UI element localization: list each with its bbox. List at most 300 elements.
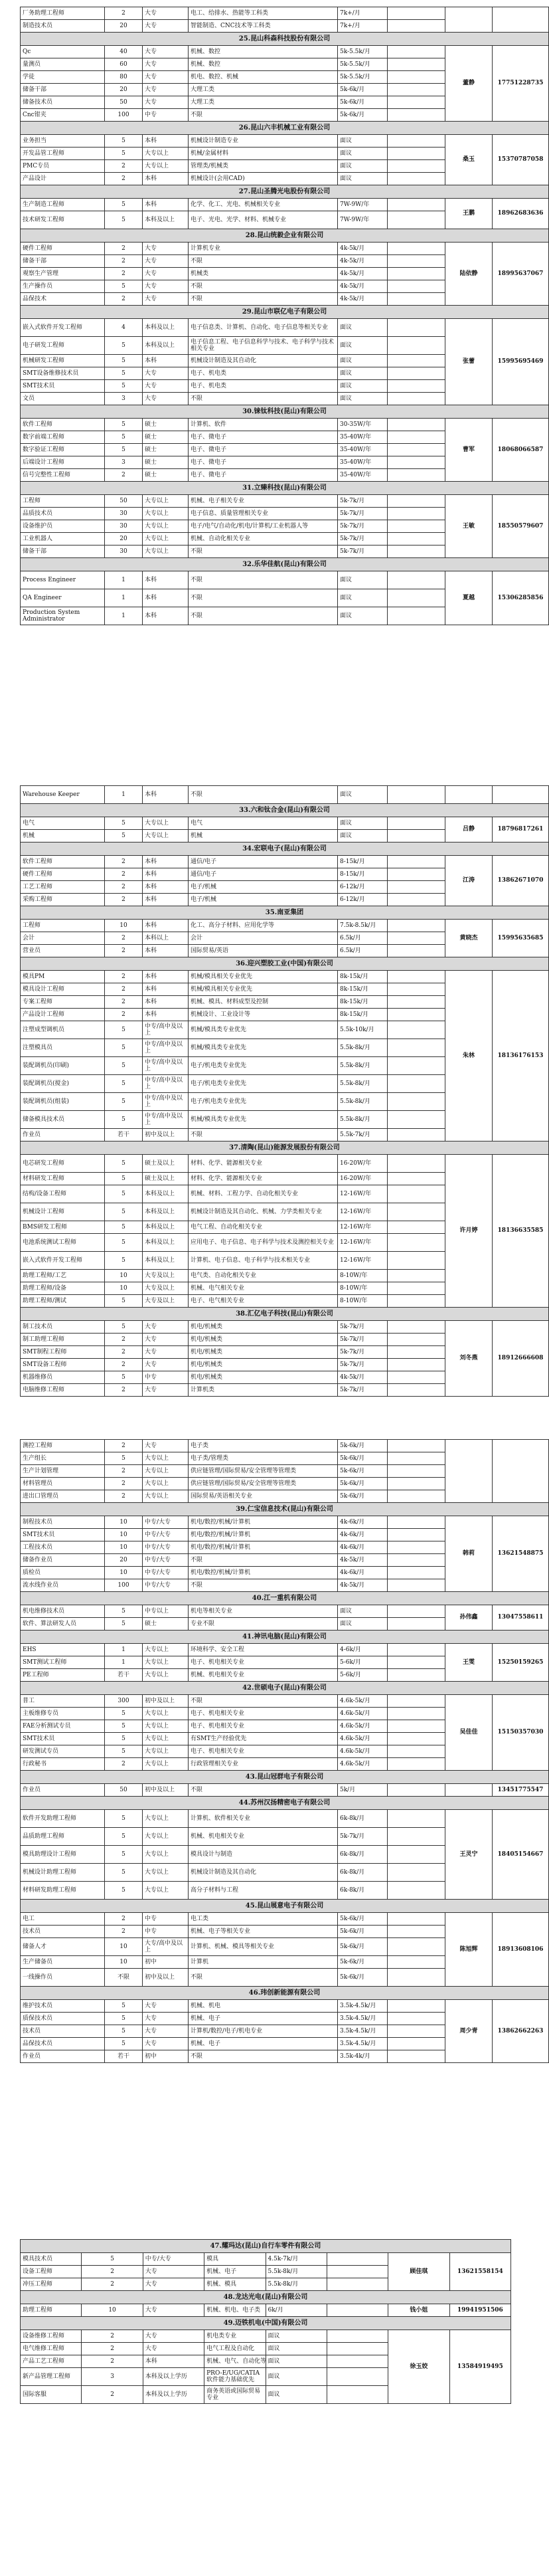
position-cell: 作业员 — [21, 2050, 105, 2063]
salary-cell: 面议 — [338, 607, 388, 625]
headcount-cell: 2 — [105, 255, 143, 268]
salary-note-cell — [388, 1465, 445, 1478]
contact-cell — [445, 786, 493, 804]
headcount-cell: 5 — [82, 2253, 143, 2266]
major-cell: 机电类专业 — [204, 2330, 266, 2343]
education-cell: 大专以上 — [143, 1864, 189, 1882]
salary-note-cell — [388, 135, 445, 148]
major-cell: 机电/数控/机械/计算机 — [189, 1529, 338, 1541]
position-cell: BMS研发工程师 — [21, 1221, 105, 1234]
major-cell: 不限 — [189, 589, 338, 607]
major-cell: 不限 — [189, 255, 338, 268]
major-cell: 电子、电气相关专业 — [189, 1295, 338, 1308]
salary-note-cell — [388, 495, 445, 508]
salary-cell: 5k-7k/月 — [338, 508, 388, 520]
headcount-cell: 2 — [105, 160, 143, 173]
job-row — [21, 2253, 511, 2266]
position-cell: 厂务助理工程师 — [21, 7, 105, 20]
sheet-page-1 — [20, 7, 544, 625]
headcount-cell: 5 — [105, 1173, 143, 1185]
headcount-cell: 5 — [105, 1185, 143, 1203]
job-row — [21, 920, 549, 932]
salary-note-cell — [388, 160, 445, 173]
headcount-cell: 5 — [105, 148, 143, 160]
education-cell: 本科 — [143, 971, 189, 983]
major-cell: 电子、微电子 — [189, 444, 338, 456]
headcount-cell: 不限 — [105, 1969, 143, 1987]
headcount-cell: 20 — [105, 84, 143, 96]
major-cell: 电气类、自动化相关专业 — [189, 1270, 338, 1282]
headcount-cell: 5 — [105, 1039, 143, 1057]
salary-note-cell — [388, 1567, 445, 1579]
headcount-cell: 50 — [105, 1784, 143, 1797]
headcount-cell: 5 — [105, 2025, 143, 2038]
education-cell: 硕士 — [143, 469, 189, 482]
salary-cell: 面议 — [338, 337, 388, 355]
headcount-cell: 1 — [105, 1656, 143, 1669]
position-cell: 机电维修技术员 — [21, 1605, 105, 1618]
salary-cell: 8k-15k/月 — [338, 996, 388, 1009]
company-name: 39.仁宝信息技术(昆山)有限公司 — [21, 1503, 549, 1516]
phone-cell: 15250159265 — [493, 1644, 549, 1682]
position-cell: 软件、算法研发人员 — [21, 1618, 105, 1631]
company-header — [21, 2240, 511, 2253]
headcount-cell: 10 — [105, 1567, 143, 1579]
headcount-cell: 10 — [105, 1541, 143, 1554]
salary-note-cell — [388, 920, 445, 932]
salary-cell: 4.6k-5k/月 — [338, 1708, 388, 1720]
education-cell: 大专 — [143, 84, 189, 96]
education-cell: 大专以上 — [143, 1828, 189, 1846]
salary-note-cell — [388, 1129, 445, 1141]
major-cell: 电工类 — [189, 1913, 338, 1926]
education-cell: 中专 — [143, 109, 189, 122]
education-cell: 大专 — [143, 58, 189, 71]
education-cell: 本科 — [143, 589, 189, 607]
position-cell: 电芯研发工程师 — [21, 1155, 105, 1173]
salary-note-cell — [388, 1656, 445, 1669]
salary-cell: 8k-15k/月 — [338, 983, 388, 996]
position-cell: SMT技术员 — [21, 1733, 105, 1745]
headcount-cell: 5 — [105, 1057, 143, 1075]
education-cell: 本科 — [143, 894, 189, 906]
education-cell: 本科 — [143, 607, 189, 625]
education-cell: 大专 — [143, 293, 189, 306]
education-cell: 大专及以上 — [143, 1270, 189, 1282]
phone-cell: 13047558611 — [493, 1605, 549, 1631]
salary-cell: 4k-5k/月 — [338, 243, 388, 255]
salary-cell: 5-6k/月 — [338, 1656, 388, 1669]
major-cell: 电子类/管理类 — [189, 1452, 338, 1465]
headcount-cell: 1 — [105, 1644, 143, 1656]
salary-note-cell — [388, 1490, 445, 1503]
headcount-cell: 20 — [105, 533, 143, 545]
company-name: 29.昆山市联亿电子有限公司 — [21, 306, 549, 319]
salary-note-cell — [388, 1882, 445, 1900]
headcount-cell: 10 — [82, 2304, 143, 2317]
salary-note-cell — [388, 1810, 445, 1828]
salary-cell: 4k-6k/月 — [338, 1541, 388, 1554]
headcount-cell: 2 — [105, 1359, 143, 1371]
education-cell: 大专以上 — [143, 1452, 189, 1465]
major-cell: 电子信息、质量管理相关专业 — [189, 508, 338, 520]
position-cell: SMT设备维修技术员 — [21, 367, 105, 380]
salary-note-cell — [388, 268, 445, 280]
salary-cell: 12-16W/年 — [338, 1203, 388, 1221]
headcount-cell: 1 — [105, 786, 143, 804]
headcount-cell: 10 — [105, 1956, 143, 1969]
salary-cell: 16-20W/年 — [338, 1173, 388, 1185]
job-row — [21, 243, 549, 255]
major-cell: 机电/数控/机械/计算机 — [189, 1567, 338, 1579]
salary-cell: 7k+/月 — [338, 7, 388, 20]
education-cell: 大专 — [143, 2304, 204, 2317]
headcount-cell: 5 — [105, 2013, 143, 2025]
position-cell: 生产储备员 — [21, 1956, 105, 1969]
major-cell: 机电/机械类 — [189, 1371, 338, 1384]
salary-note-cell — [327, 2253, 388, 2266]
education-cell: 大专以上 — [143, 1465, 189, 1478]
contact-cell — [445, 1440, 493, 1503]
salary-note-cell — [388, 2025, 445, 2038]
headcount-cell: 5 — [105, 1155, 143, 1173]
phone-cell: 18136635585 — [493, 1155, 549, 1308]
position-cell: 冲压工程师 — [21, 2278, 82, 2291]
position-cell: Process Engineer — [21, 571, 105, 589]
major-cell: 大理工类 — [189, 96, 338, 109]
headcount-cell: 5 — [105, 1846, 143, 1864]
major-cell: 机械、机电相关专业 — [189, 1828, 338, 1846]
contact-cell: 黄晓杰 — [445, 920, 493, 957]
position-cell: 生产操作员 — [21, 280, 105, 293]
position-cell: 质保技术员 — [21, 2013, 105, 2025]
contact-cell: 董静 — [445, 46, 493, 122]
education-cell: 中专/大专 — [143, 2253, 204, 2266]
company-header — [21, 1987, 549, 2000]
education-cell: 大专 — [143, 1321, 189, 1334]
education-cell: 大专以上 — [143, 533, 189, 545]
salary-note-cell — [388, 1733, 445, 1745]
salary-note-cell — [388, 1155, 445, 1173]
company-header — [21, 1900, 549, 1913]
contact-cell: 王雯 — [445, 1644, 493, 1682]
salary-cell: 面议 — [338, 589, 388, 607]
position-cell: 软件工程师 — [21, 419, 105, 431]
phone-cell: 13584919495 — [449, 2330, 510, 2404]
position-cell: 产品工艺工程师 — [21, 2355, 82, 2368]
salary-note-cell — [388, 255, 445, 268]
job-table — [20, 7, 549, 625]
position-cell: 储备模具技术员 — [21, 1111, 105, 1129]
salary-note-cell — [388, 881, 445, 894]
education-cell: 中专/大专 — [143, 1516, 189, 1529]
phone-cell — [493, 7, 549, 33]
salary-note-cell — [388, 1075, 445, 1093]
position-cell: 设备工程师 — [21, 2266, 82, 2278]
position-cell: 产品设计 — [21, 173, 105, 185]
major-cell: 机械、电子相关专业 — [189, 495, 338, 508]
salary-cell: 面议 — [338, 571, 388, 589]
headcount-cell: 20 — [105, 20, 143, 33]
major-cell: 化工、高分子材料、应用化学等 — [189, 920, 338, 932]
salary-cell: 3.5k-4.5k/月 — [338, 2038, 388, 2050]
salary-cell: 面议 — [266, 2368, 327, 2386]
salary-cell: 5k-6k/月 — [338, 1956, 388, 1969]
salary-note-cell — [388, 84, 445, 96]
salary-cell: 6.5k/月 — [338, 945, 388, 957]
salary-cell: 面议 — [338, 367, 388, 380]
headcount-cell: 5 — [105, 817, 143, 830]
education-cell: 大专以上 — [143, 160, 189, 173]
education-cell: 本科 — [143, 983, 189, 996]
major-cell: 大理工类 — [189, 84, 338, 96]
salary-note-cell — [388, 431, 445, 444]
job-row — [21, 856, 549, 868]
salary-cell: 6-12k/月 — [338, 881, 388, 894]
headcount-cell: 若干 — [105, 1669, 143, 1682]
headcount-cell: 50 — [105, 96, 143, 109]
major-cell: 模具 — [204, 2253, 266, 2266]
education-cell: 大专 — [143, 2038, 189, 2050]
major-cell: 计算机 — [189, 1956, 338, 1969]
salary-cell: 3.5k-4k/月 — [338, 2050, 388, 2063]
position-cell: 生产计划管理 — [21, 1465, 105, 1478]
headcount-cell: 5 — [105, 444, 143, 456]
phone-cell: 18550579607 — [493, 495, 549, 558]
salary-note-cell — [327, 2304, 388, 2317]
headcount-cell: 2 — [82, 2355, 143, 2368]
headcount-cell: 2 — [105, 268, 143, 280]
salary-note-cell — [327, 2386, 388, 2404]
salary-note-cell — [388, 337, 445, 355]
major-cell: 机械、自动化相关专业 — [189, 533, 338, 545]
headcount-cell: 5 — [105, 1021, 143, 1039]
salary-note-cell — [388, 1173, 445, 1185]
salary-cell: 4k-6k/月 — [338, 1529, 388, 1541]
education-cell: 大专以上 — [143, 817, 189, 830]
education-cell: 大专 — [143, 393, 189, 405]
education-cell: 大专及以上 — [143, 1295, 189, 1308]
salary-cell: 12-16W/年 — [338, 1234, 388, 1252]
contact-cell: 朱林 — [445, 971, 493, 1141]
education-cell: 硕士 — [143, 419, 189, 431]
headcount-cell: 10 — [105, 1938, 143, 1956]
major-cell: 机械、材料、工程力学、自动化相关专业 — [189, 1185, 338, 1203]
education-cell: 本科 — [143, 856, 189, 868]
education-cell: 大专 — [143, 268, 189, 280]
company-name: 49.迈铁机电(中国)有限公司 — [21, 2317, 511, 2330]
phone-cell: 19941951506 — [449, 2304, 510, 2317]
phone-cell: 18912666608 — [493, 1321, 549, 1397]
education-cell: 中专/高中及以上 — [143, 1039, 189, 1057]
salary-cell: 8-10W/年 — [338, 1282, 388, 1295]
company-header — [21, 2317, 511, 2330]
major-cell: 不限 — [189, 571, 338, 589]
salary-note-cell — [388, 456, 445, 469]
major-cell: 电子类 — [189, 1440, 338, 1452]
job-row — [21, 7, 549, 20]
headcount-cell: 5 — [105, 1810, 143, 1828]
salary-cell: 8k-15k/月 — [338, 1009, 388, 1021]
salary-cell: 面议 — [338, 786, 388, 804]
salary-cell: 4k-5k/月 — [338, 255, 388, 268]
headcount-cell: 5 — [105, 1221, 143, 1234]
salary-cell: 12-16W/年 — [338, 1221, 388, 1234]
position-cell: 主板维修专员 — [21, 1708, 105, 1720]
education-cell: 初中及以上 — [143, 1784, 189, 1797]
headcount-cell: 5 — [105, 1321, 143, 1334]
position-cell: 业务担当 — [21, 135, 105, 148]
job-row — [21, 1644, 549, 1656]
salary-cell: 面议 — [338, 830, 388, 842]
headcount-cell: 5 — [105, 1882, 143, 1900]
contact-cell: 桑玉 — [445, 135, 493, 185]
major-cell: 机电/机械类 — [189, 1359, 338, 1371]
salary-note-cell — [388, 1784, 445, 1797]
salary-cell: 面议 — [338, 160, 388, 173]
headcount-cell: 3 — [82, 2368, 143, 2386]
major-cell: 机械、模具 — [204, 2278, 266, 2291]
headcount-cell: 5 — [105, 431, 143, 444]
position-cell: 测控工程师 — [21, 1440, 105, 1452]
headcount-cell: 30 — [105, 545, 143, 558]
major-cell: 不限 — [189, 1554, 338, 1567]
salary-note-cell — [388, 1516, 445, 1529]
major-cell: 电子信息类、计算机、自动化、电子信息等相关专业 — [189, 319, 338, 337]
headcount-cell: 5 — [105, 367, 143, 380]
contact-cell: 陈旭辉 — [445, 1913, 493, 1987]
phone-cell: 15995695469 — [493, 319, 549, 405]
phone-cell: 18405154667 — [493, 1810, 549, 1900]
position-cell: 产品设计工程师 — [21, 1009, 105, 1021]
education-cell: 大专以上 — [143, 1846, 189, 1864]
headcount-cell: 2 — [105, 996, 143, 1009]
major-cell: 化学、化工、光电、机械相关专业 — [189, 199, 338, 211]
salary-note-cell — [388, 971, 445, 983]
major-cell: 机电/机械类 — [189, 1334, 338, 1346]
salary-cell: 面议 — [338, 380, 388, 393]
education-cell: 中专/高中及以上 — [143, 1075, 189, 1093]
salary-note-cell — [388, 1938, 445, 1956]
major-cell: 材料、化学、能源相关专业 — [189, 1155, 338, 1173]
salary-note-cell — [388, 46, 445, 58]
major-cell: 计算机专业 — [189, 243, 338, 255]
company-header — [21, 229, 549, 243]
major-cell: 不限 — [189, 393, 338, 405]
phone-cell: 18136176153 — [493, 971, 549, 1141]
salary-note-cell — [388, 1321, 445, 1334]
headcount-cell: 100 — [105, 109, 143, 122]
major-cell: 有SMT生产经验优先 — [189, 1733, 338, 1745]
headcount-cell: 5 — [105, 1618, 143, 1631]
company-name: 30.铼钛科技(昆山)有限公司 — [21, 405, 549, 419]
major-cell: 机电/机械类 — [189, 1321, 338, 1334]
company-header — [21, 1592, 549, 1605]
salary-note-cell — [388, 280, 445, 293]
position-cell: 软件开发助理工程师 — [21, 1810, 105, 1828]
salary-cell: 35-40W/年 — [338, 456, 388, 469]
major-cell: 计算机、机械、模具等相关专业 — [189, 1938, 338, 1956]
major-cell: 通信/电子 — [189, 868, 338, 881]
salary-cell: 5.5k-10k/月 — [338, 1021, 388, 1039]
contact-cell: 张蕾 — [445, 319, 493, 405]
salary-cell: 5k-7k/月 — [338, 1334, 388, 1346]
contact-cell: 韩莉 — [445, 1516, 493, 1592]
phone-cell: 15306285856 — [493, 571, 549, 625]
major-cell: 模具设计与制造 — [189, 1846, 338, 1864]
position-cell: PMC专员 — [21, 160, 105, 173]
position-cell: PE工程师 — [21, 1669, 105, 1682]
salary-cell: 5k-5.5k/月 — [338, 58, 388, 71]
position-cell: 电气维修工程师 — [21, 2343, 82, 2355]
salary-cell: 5k-7k/月 — [338, 1359, 388, 1371]
headcount-cell: 30 — [105, 520, 143, 533]
position-cell: 营业员 — [21, 945, 105, 957]
salary-cell: 4.6k-5k/月 — [338, 1695, 388, 1708]
salary-note-cell — [388, 71, 445, 84]
sheet-page-2 — [20, 785, 544, 1397]
education-cell: 硕士 — [143, 1618, 189, 1631]
headcount-cell: 5 — [105, 1295, 143, 1308]
salary-note-cell — [388, 1021, 445, 1039]
position-cell: 学徒 — [21, 71, 105, 84]
education-cell: 大专以上 — [143, 1720, 189, 1733]
salary-note-cell — [388, 1334, 445, 1346]
position-cell: 会计 — [21, 932, 105, 945]
education-cell: 大专 — [143, 2025, 189, 2038]
headcount-cell: 300 — [105, 1695, 143, 1708]
salary-cell: 面议 — [338, 319, 388, 337]
salary-note-cell — [388, 319, 445, 337]
salary-note-cell — [388, 1057, 445, 1075]
company-name: 35.南亚集团 — [21, 906, 549, 920]
education-cell: 大专以上 — [143, 545, 189, 558]
salary-cell: 7W-9W/年 — [338, 211, 388, 229]
headcount-cell: 2 — [105, 173, 143, 185]
phone-cell: 13621558154 — [449, 2253, 510, 2291]
company-name: 33.六和钛合金(昆山)有限公司 — [21, 804, 549, 817]
salary-cell: 5k-6k/月 — [338, 84, 388, 96]
salary-note-cell — [388, 1846, 445, 1864]
salary-note-cell — [388, 1644, 445, 1656]
education-cell: 本科及以上学历 — [143, 2386, 204, 2404]
company-name: 25.昆山科森科技股份有限公司 — [21, 33, 549, 46]
major-cell: 机械、电气相关专业 — [189, 1282, 338, 1295]
salary-cell: 5k-6k/月 — [338, 1938, 388, 1956]
position-cell: 储备干部 — [21, 545, 105, 558]
headcount-cell: 100 — [105, 1579, 143, 1592]
company-header — [21, 558, 549, 571]
job-row — [21, 319, 549, 337]
education-cell: 中专 — [143, 1371, 189, 1384]
education-cell: 本科及以上 — [143, 1185, 189, 1203]
position-cell: 技术研发工程师 — [21, 211, 105, 229]
headcount-cell: 5 — [105, 280, 143, 293]
salary-note-cell — [388, 469, 445, 482]
salary-note-cell — [388, 533, 445, 545]
education-cell: 大专 — [143, 1384, 189, 1397]
salary-note-cell — [388, 1039, 445, 1057]
job-row — [21, 2330, 511, 2343]
major-cell: 机电、数控、机械 — [189, 71, 338, 84]
salary-cell: 5k-5.5k/月 — [338, 46, 388, 58]
education-cell: 本科及以上 — [143, 1203, 189, 1221]
major-cell: 不限 — [189, 607, 338, 625]
position-cell: 电气 — [21, 817, 105, 830]
headcount-cell: 2 — [105, 971, 143, 983]
contact-cell — [445, 1784, 493, 1797]
phone-cell: 18962683636 — [493, 199, 549, 229]
